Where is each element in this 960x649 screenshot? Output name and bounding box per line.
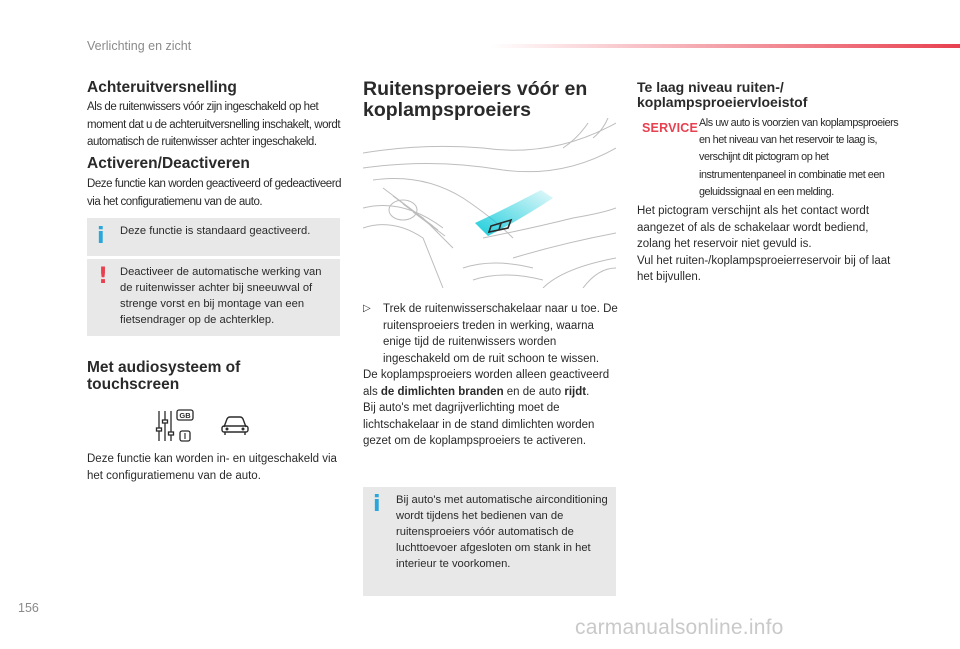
warning-box-deactivate xyxy=(87,259,340,336)
list-item xyxy=(363,301,618,367)
bullet-text: Trek de ruitenwisserschakelaar naar u toe. De ruitensproeiers treden in werking, waarna enige tijd de ruitenwissers worden ingeschakeld om de ruit schoon te wissen. xyxy=(383,303,618,365)
watermark: carmanualsonline.info xyxy=(575,616,784,639)
section-title-washers-line2: koplampsproeiers xyxy=(363,99,531,121)
icon-i-label: I xyxy=(183,432,187,441)
section-title-washers xyxy=(363,79,623,121)
section-title-washers-line1: Ruitensproeiers vóór en xyxy=(363,78,588,100)
warning-box-text: Deactiveer de automatische werking van de ruitenwisser achter bij sneeuwval of strenge vorst en bij montage van een fietsendrager op de achterklep. xyxy=(120,266,322,326)
section-title-reverse-gear: Achteruitversnelling xyxy=(87,79,237,96)
warning-exclamation-icon: ! xyxy=(98,264,109,289)
info-icon: i xyxy=(97,224,105,249)
low-fluid-text xyxy=(637,203,892,286)
low-fluid-paragraph-1: Het pictogram verschijnt als het contact wordt aangezet of als de schakelaar wordt bediend, zolang het reservoir niet gevuld is. xyxy=(637,205,870,250)
low-fluid-paragraph-2: Vul het ruiten-/koplampsproeierreservoir bij of laat het bijvullen. xyxy=(637,254,891,283)
section-title-audio-line1: Met audiosysteem of xyxy=(87,359,241,376)
info-box-default xyxy=(87,218,340,256)
text-run: . xyxy=(586,385,590,398)
section-title-low-fluid-line1: Te laag niveau ruiten-/ xyxy=(637,79,784,95)
washer-instructions xyxy=(363,301,618,450)
service-warning-icon: SERVICE xyxy=(642,121,699,135)
page-header-title: Verlichting en zicht xyxy=(87,39,192,53)
section-title-low-fluid-line2: koplampsproeiervloeistof xyxy=(637,94,808,110)
page-number: 156 xyxy=(18,601,39,615)
section-title-activate: Activeren/Deactiveren xyxy=(87,155,250,172)
section-text-audio: Deze functie kan worden in- en uitgeschakeld via het configuratiemenu van de auto. xyxy=(87,453,337,482)
section-title-audio-line2: touchscreen xyxy=(87,376,180,393)
section-title-audio xyxy=(87,359,347,393)
car-front-illustration xyxy=(363,118,616,288)
settings-sliders-icon xyxy=(155,408,197,444)
headlamp-washer-condition xyxy=(363,367,618,400)
info-box-aircon xyxy=(363,487,616,596)
section-text-activate: Deze functie kan worden geactiveerd of gedeactiveerd via het configuratiemenu van de auto. xyxy=(87,178,342,208)
text-run: en de auto xyxy=(503,385,565,398)
info-icon: i xyxy=(373,492,381,517)
text-run: De koplampsproeiers worden alleen geactiveerd als xyxy=(363,369,610,398)
bullet-arrow-icon: ▷ xyxy=(363,303,371,314)
text-run-bold: de dimlichten branden xyxy=(380,385,504,398)
section-title-low-fluid xyxy=(637,80,897,110)
daytime-lights-note: Bij auto's met dagrijverlichting moet de lichtschakelaar in de stand dimlichten worden gezet om de koplampsproeiers te activeren. xyxy=(363,402,595,447)
text-run-bold: rijdt xyxy=(564,385,587,398)
info-box-aircon-text: Bij auto's met automatische airconditioning wordt tijdens het bedienen van de ruitensproeiers vóór automatisch de luchttoevoer afgesloten om stank in het interieur te voorkomen. xyxy=(396,494,608,570)
service-text: Als uw auto is voorzien van koplampsproeiers en het niveau van het reservoir te laag is, verschijnt dit pictogram op het instrumentenpaneel in combinatie met een geluidssignaal en een melding. xyxy=(699,117,899,198)
info-box-default-text: Deze functie is standaard geactiveerd. xyxy=(120,225,311,237)
car-icon xyxy=(220,413,250,437)
icon-gb-label: GB xyxy=(179,411,191,420)
header-accent-bar xyxy=(490,44,960,48)
section-text-reverse-gear: Als de ruitenwissers vóór zijn ingeschakeld op het moment dat u de achteruitversnelling inschakelt, wordt automatisch de ruitenwisser achter ingeschakeld. xyxy=(87,101,341,148)
